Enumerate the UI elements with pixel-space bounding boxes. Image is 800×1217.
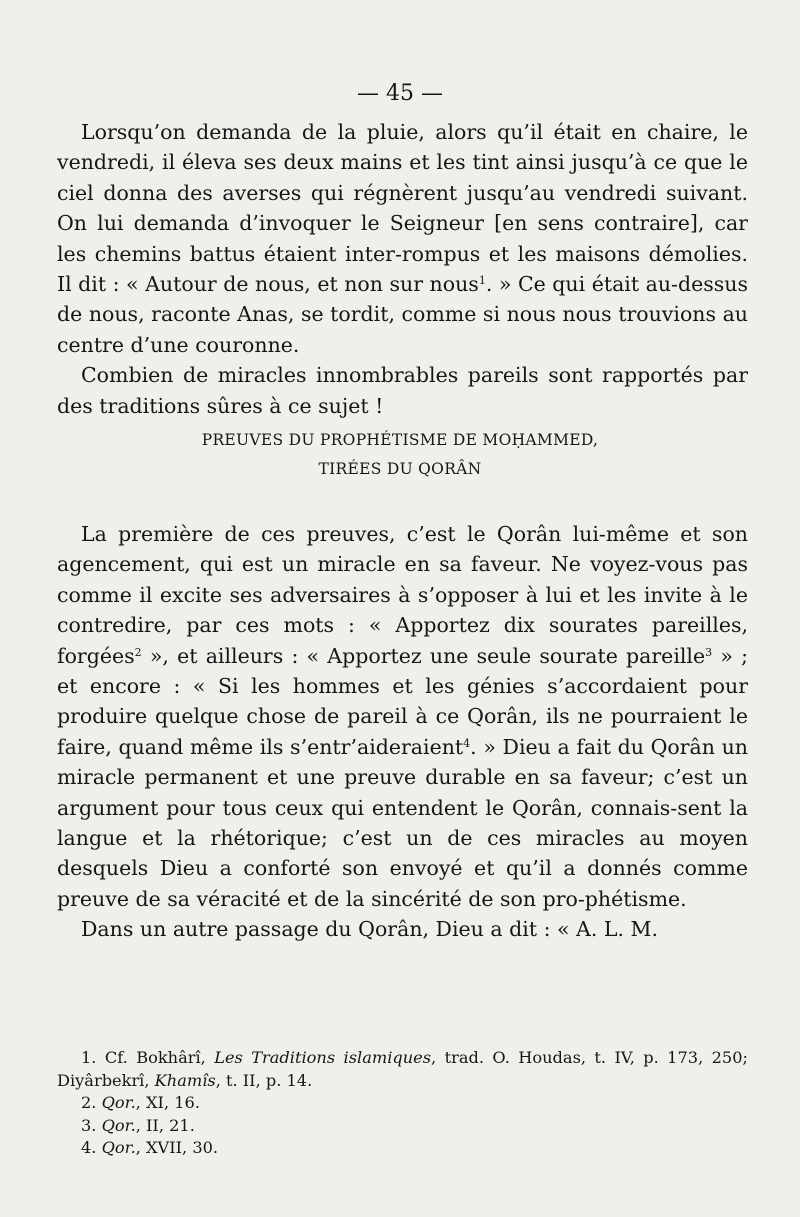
- paragraph-text: », et ailleurs : « Apportez une seule sourate pareille: [141, 643, 706, 668]
- section-heading-line-2: TIRÉES DU QORÂN: [318, 460, 482, 478]
- footnote-ref-1[interactable]: 1: [478, 274, 486, 288]
- paragraph-text: Lorsqu’on demanda de la pluie, alors qu’il était en chaire, le vendredi, il éleva ses deux mains et les tint ainsi jusqu’à ce que le ciel donna des averses qui régnèrent jusqu’au vendredi suivant. On lui demanda d’invoquer le Seigneur [en sens contraire], car les chemins battus étaient inter-rompus et les maisons démolies. Il dit : « Autour de nous, et non sur nous: [57, 120, 748, 297]
- footnote-text: , trad. O. Houdas, t. IV, p. 173, 250; Diyârbekrî,: [57, 1048, 748, 1090]
- footnote-ref-4[interactable]: 4: [463, 736, 471, 750]
- footnote-title: Les Traditions islamiques: [214, 1048, 432, 1067]
- section-heading-line-1: PREUVES DU PROPHÉTISME DE MOḤAMMED,: [201, 431, 599, 449]
- paragraph-qoran-proof: [57, 519, 748, 914]
- footnote-text: , XI, 16.: [135, 1093, 200, 1112]
- footnote-1: [57, 1047, 748, 1092]
- footnote-source: Qor.: [101, 1115, 136, 1135]
- section-heading: [0, 426, 800, 484]
- text-block-main: [57, 519, 748, 945]
- page-number: — 45 —: [357, 81, 443, 106]
- footnote-text: Cf. Bokhârî,: [104, 1048, 206, 1067]
- footnote-number: 3.: [81, 1115, 97, 1135]
- footnote-number: 2.: [81, 1093, 97, 1112]
- footnote-number: 4.: [81, 1138, 97, 1157]
- footnote-ref-3[interactable]: 3: [705, 645, 713, 659]
- footnote-2: [57, 1092, 748, 1115]
- paragraph-text: » ; et encore : « Si les hommes et les génies s’accordaient pour produire quelque chose de pareil à ce Qorân, ils ne pourraient le faire, quand même ils s’entr’aideraient: [57, 643, 748, 759]
- footnote-number: 1.: [81, 1048, 97, 1067]
- paragraph-text: La première de ces preuves, c’est le Qorân lui-même et son agencement, qui est un miracle en sa faveur. Ne voyez-vous pas comme il excite ses adversaires à s’opposer à lui et les invite à le contredire, par ces mots : « Apportez dix sourates pareilles, forgées: [57, 522, 748, 668]
- footnote-text: , t. II, p. 14.: [215, 1070, 313, 1090]
- text-block-top: [57, 117, 748, 421]
- footnote-text: , II, 21.: [135, 1115, 195, 1135]
- footnote-4: [57, 1137, 748, 1160]
- footnote-title: Khamîs: [154, 1070, 216, 1090]
- footnote-3: [57, 1115, 748, 1138]
- paragraph-alm: Dans un autre passage du Qorân, Dieu a dit : « A. L. M.: [81, 917, 659, 942]
- paragraph-text-continued: . » Ce qui était au-dessus de nous, raconte Anas, se tordit, comme si nous nous trouvions au centre d’une couronne.: [57, 272, 748, 357]
- paragraph-text: . » Dieu a fait du Qorân un miracle permanent et une preuve durable en sa faveur; c’est un argument pour tous ceux qui entendent le Qorân, connais-sent la langue et la rhétorique; c’est un de ces miracles au moyen desquels Dieu a conforté son envoyé et qu’il a donnés comme preuve de sa véracité et de la sincérité de son pro-phétisme.: [57, 734, 748, 911]
- footnote-source: Qor.: [101, 1093, 136, 1112]
- paragraph-miracles-summary: Combien de miracles innombrables pareils sont rapportés par des traditions sûres à ce sujet !: [57, 363, 748, 418]
- footnote-text: , XVII, 30.: [135, 1138, 219, 1157]
- footnotes: [57, 1047, 748, 1160]
- footnote-ref-2[interactable]: 2: [134, 645, 142, 659]
- paragraph-rain-miracle: [57, 117, 748, 360]
- footnote-source: Qor.: [101, 1138, 136, 1157]
